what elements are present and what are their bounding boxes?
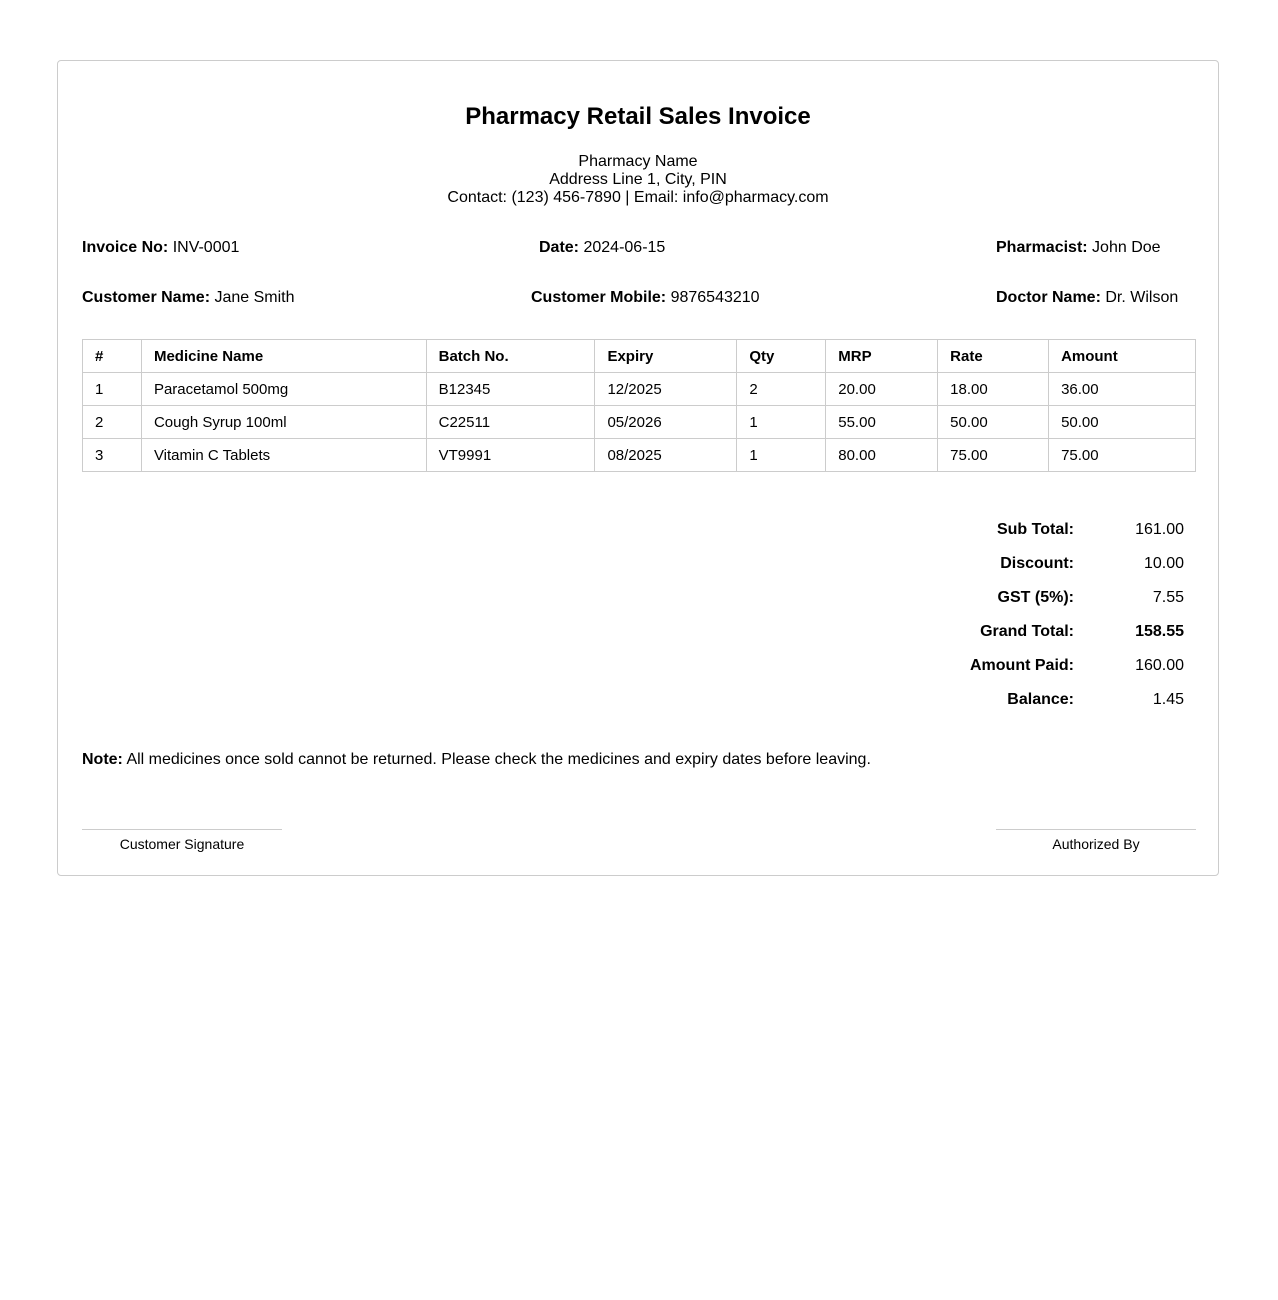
customer-mobile-value: 9876543210 xyxy=(670,289,760,306)
column-header: # xyxy=(83,340,142,373)
note-text: All medicines once sold cannot be returned. Please check the medicines and expiry dates before leaving. xyxy=(122,751,871,768)
cell: B12345 xyxy=(426,373,595,406)
cell: Cough Syrup 100ml xyxy=(141,406,426,439)
cell: Paracetamol 500mg xyxy=(141,373,426,406)
amount-paid-value: 160.00 xyxy=(1135,657,1184,674)
cell: 1 xyxy=(737,439,826,472)
cell: 2 xyxy=(737,373,826,406)
cell: 75.00 xyxy=(938,439,1049,472)
cell: 80.00 xyxy=(826,439,938,472)
pharmacy-address: Address Line 1, City, PIN xyxy=(549,171,727,188)
doctor-name xyxy=(996,289,1178,307)
customer-mobile-label: Customer Mobile: xyxy=(531,289,667,306)
customer-signature: Customer Signature xyxy=(82,829,282,852)
pharmacy-name: Pharmacy Name xyxy=(578,153,698,170)
cell: 08/2025 xyxy=(595,439,737,472)
cell: 75.00 xyxy=(1049,439,1196,472)
balance-label: Balance: xyxy=(1007,691,1074,708)
totals-section xyxy=(874,513,1184,717)
amount-paid-row xyxy=(874,649,1184,683)
cell: 1 xyxy=(83,373,142,406)
invoice-number xyxy=(82,239,239,257)
cell: 55.00 xyxy=(826,406,938,439)
balance-value: 1.45 xyxy=(1152,691,1184,708)
invoice-number-label: Invoice No: xyxy=(82,239,169,256)
column-header: Qty xyxy=(737,340,826,373)
column-header: MRP xyxy=(826,340,938,373)
discount-label: Discount: xyxy=(1000,555,1074,572)
subtotal-value: 161.00 xyxy=(1135,521,1184,538)
cell: 12/2025 xyxy=(595,373,737,406)
cell: C22511 xyxy=(426,406,595,439)
invoice-title: Pharmacy Retail Sales Invoice xyxy=(465,103,811,130)
subtotal-label: Sub Total: xyxy=(996,521,1074,538)
gst-label: GST (5%): xyxy=(997,589,1074,606)
cell: 18.00 xyxy=(938,373,1049,406)
items-table xyxy=(82,339,1196,472)
column-header: Rate xyxy=(938,340,1049,373)
grand-total-value: 158.55 xyxy=(1135,623,1184,640)
subtotal-row xyxy=(874,513,1184,547)
pharmacy-info xyxy=(58,153,1218,207)
invoice-card xyxy=(57,60,1219,876)
discount-row xyxy=(874,547,1184,581)
cell: 20.00 xyxy=(826,373,938,406)
invoice-date xyxy=(539,239,665,257)
pharmacist xyxy=(996,239,1161,257)
cell: 50.00 xyxy=(1049,406,1196,439)
note-label: Note: xyxy=(82,751,123,768)
authorized-signature: Authorized By xyxy=(996,829,1196,852)
customer-name-label: Customer Name: xyxy=(82,289,211,306)
column-header: Medicine Name xyxy=(141,340,426,373)
column-header: Batch No. xyxy=(426,340,595,373)
gst-row xyxy=(874,581,1184,615)
cell: 05/2026 xyxy=(595,406,737,439)
cell: 36.00 xyxy=(1049,373,1196,406)
table-row xyxy=(83,406,1196,439)
cell: VT9991 xyxy=(426,439,595,472)
pharmacy-contact: Contact: (123) 456-7890 | Email: info@pharmacy.com xyxy=(447,189,829,206)
grand-total-row xyxy=(874,615,1184,649)
note xyxy=(82,751,871,769)
grand-total-label: Grand Total: xyxy=(980,623,1074,640)
table-header-row xyxy=(83,340,1196,373)
pharmacist-label: Pharmacist: xyxy=(996,239,1088,256)
balance-row xyxy=(874,683,1184,717)
customer-mobile xyxy=(531,289,760,307)
customer-name xyxy=(82,289,295,307)
cell: 3 xyxy=(83,439,142,472)
cell: 2 xyxy=(83,406,142,439)
customer-name-value: Jane Smith xyxy=(214,289,295,306)
gst-value: 7.55 xyxy=(1152,589,1184,606)
doctor-name-label: Doctor Name: xyxy=(996,289,1101,306)
invoice-number-value: INV-0001 xyxy=(172,239,240,256)
discount-value: 10.00 xyxy=(1143,555,1184,572)
pharmacist-value: John Doe xyxy=(1092,239,1161,256)
invoice-date-value: 2024-06-15 xyxy=(583,239,666,256)
cell: Vitamin C Tablets xyxy=(141,439,426,472)
column-header: Amount xyxy=(1049,340,1196,373)
table-row xyxy=(83,373,1196,406)
column-header: Expiry xyxy=(595,340,737,373)
table-row xyxy=(83,439,1196,472)
doctor-name-value: Dr. Wilson xyxy=(1105,289,1179,306)
amount-paid-label: Amount Paid: xyxy=(970,657,1074,674)
cell: 50.00 xyxy=(938,406,1049,439)
invoice-date-label: Date: xyxy=(539,239,580,256)
cell: 1 xyxy=(737,406,826,439)
